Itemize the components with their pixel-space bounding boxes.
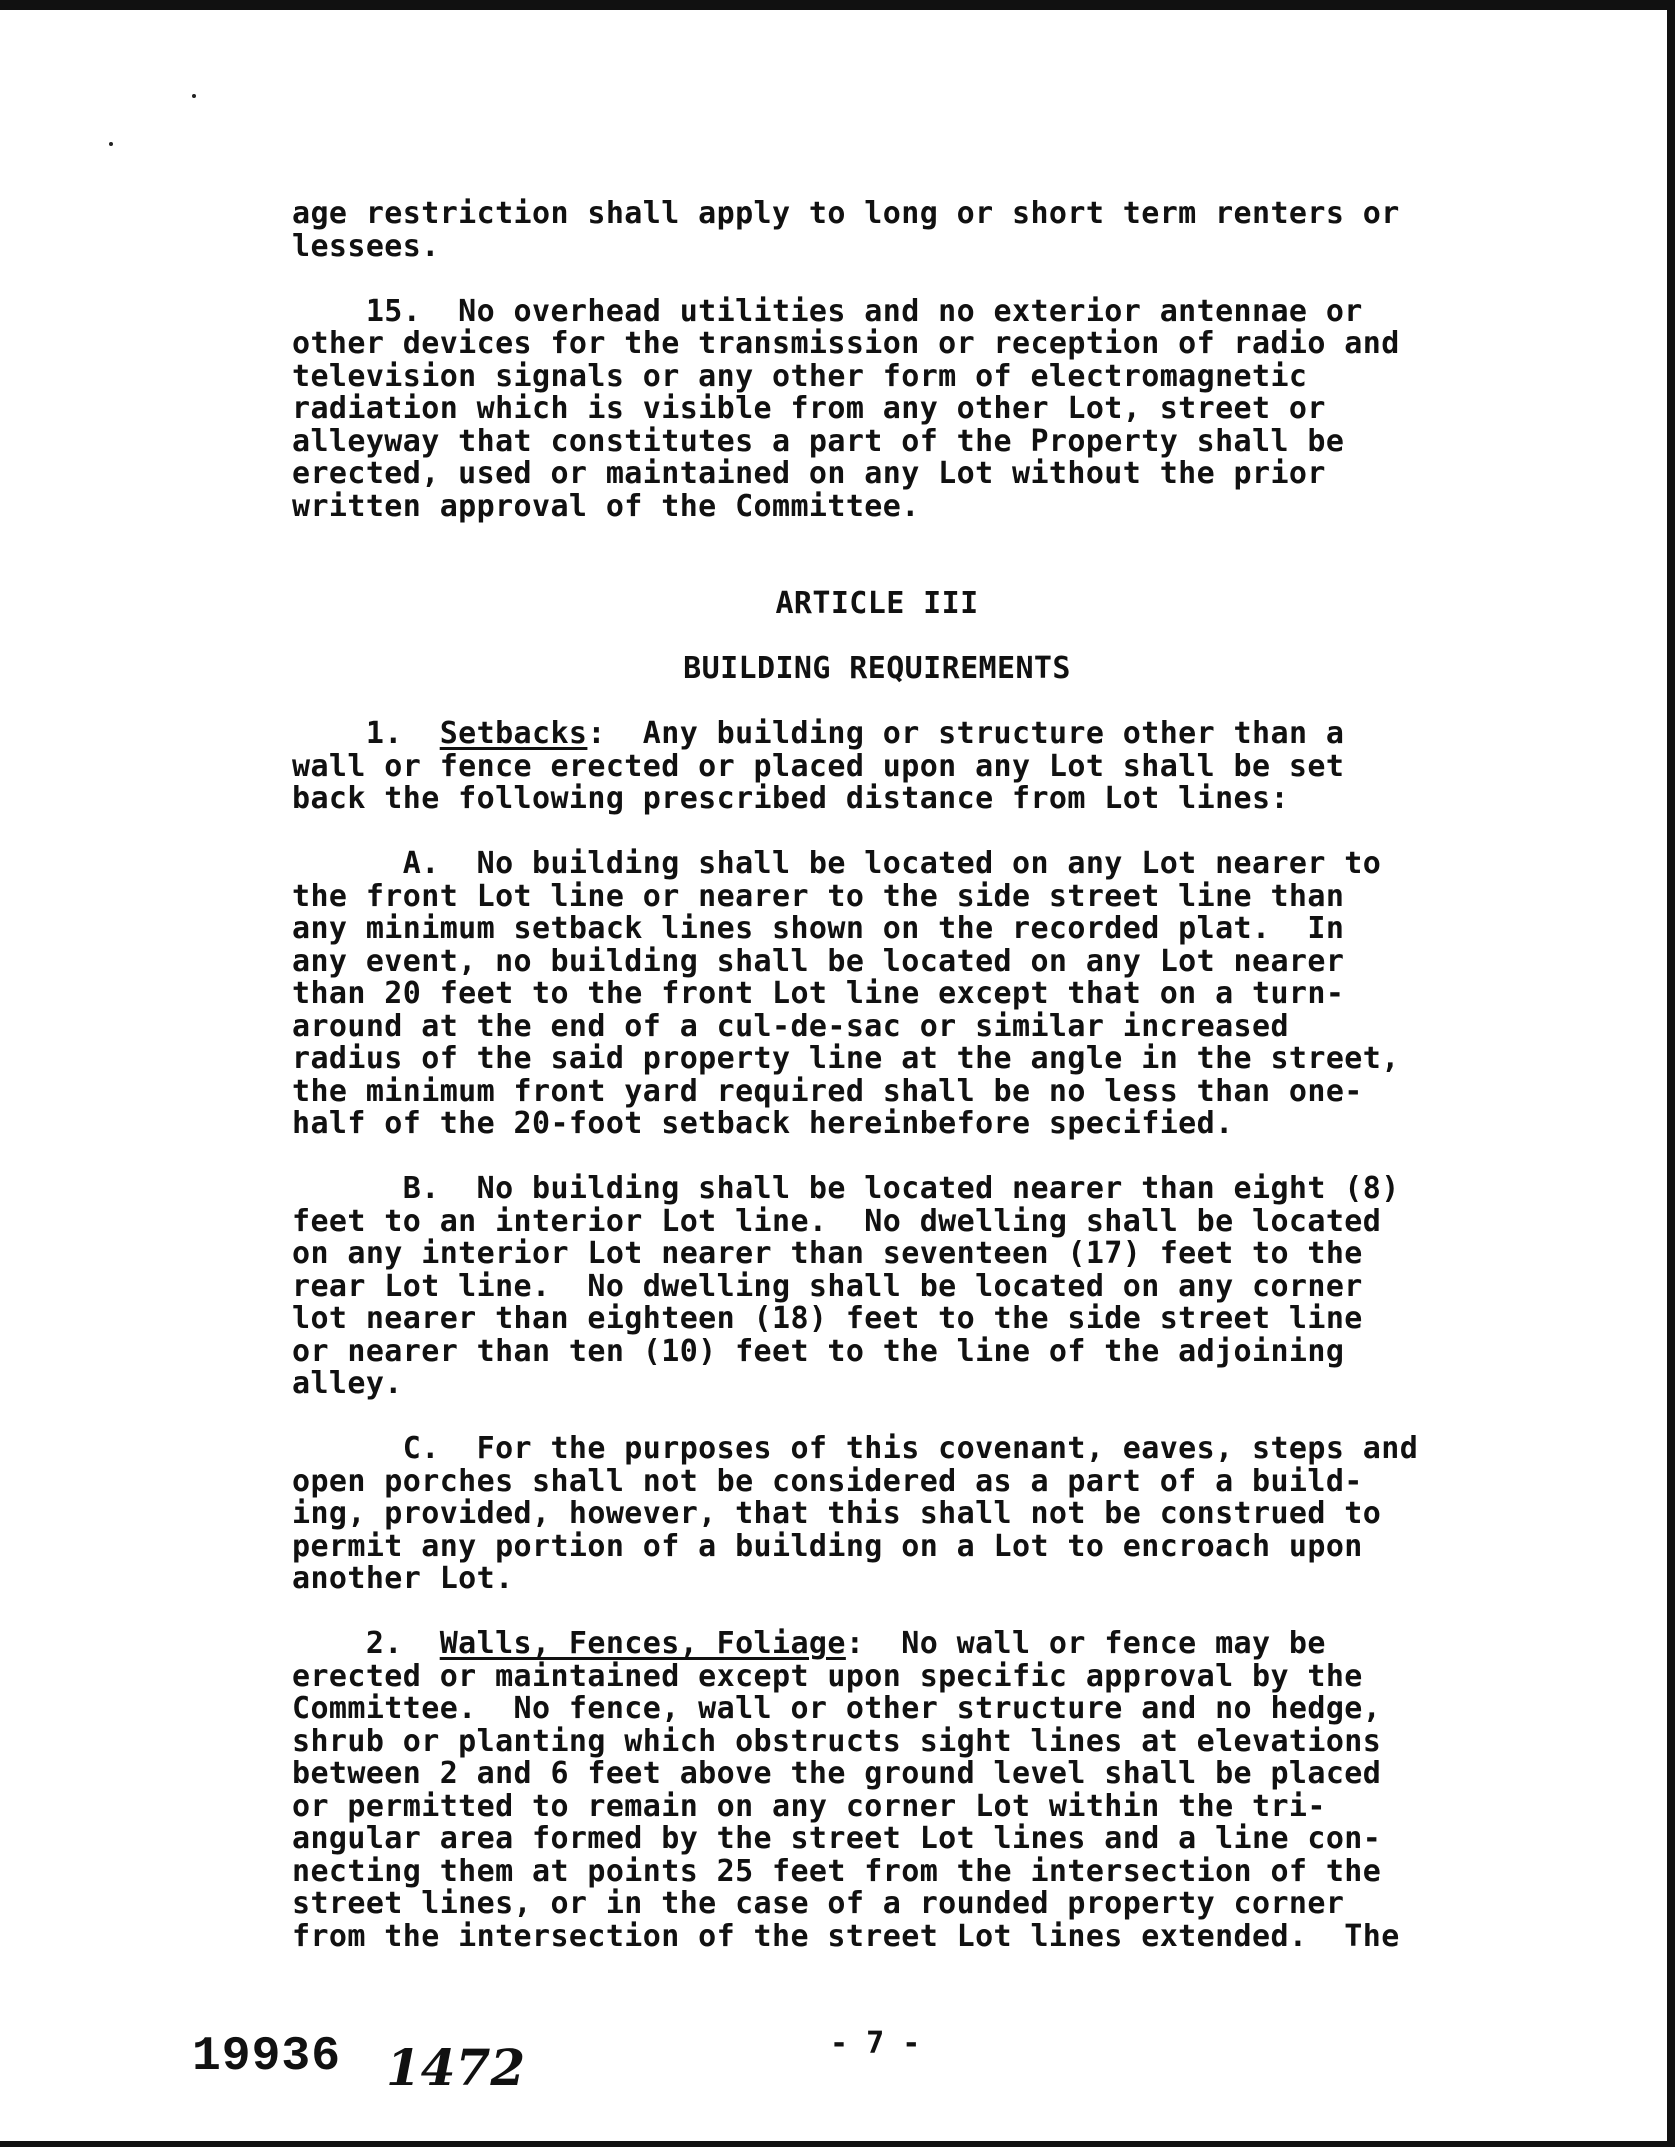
text-line: C. For the purposes of this covenant, eaves, steps and [292, 1431, 1419, 1466]
text-line: A. No building shall be located on any Lot nearer to [292, 846, 1382, 881]
page-number: - 7 - [830, 2026, 921, 2061]
handwritten-page-number: 1472 [386, 2038, 526, 2097]
text-line: the minimum front yard required shall be no less than one- [292, 1073, 1363, 1109]
text-line: rear Lot line. No dwelling shall be located on any corner [292, 1268, 1363, 1304]
article-heading: ARTICLE III [775, 586, 979, 621]
text-line: or permitted to remain on any corner Lot within the tri- [292, 1788, 1326, 1824]
text-line: around at the end of a cul-de-sac or similar increased [292, 1008, 1289, 1044]
scan-speck [109, 142, 113, 146]
line-rest: : Any building or structure other than a [587, 716, 1345, 751]
text-line: back the following prescribed distance from Lot lines: [292, 781, 1289, 816]
scan-speck [192, 94, 196, 98]
text-line: another Lot. [292, 1561, 514, 1596]
text-line: street lines, or in the case of a rounded property corner [292, 1886, 1345, 1921]
text-line: half of the 20-foot setback hereinbefore specified. [292, 1106, 1234, 1141]
text-line: erected, used or maintained on any Lot without the prior [292, 456, 1326, 491]
text-line: any event, no building shall be located on any Lot nearer [292, 943, 1345, 979]
text-line: open porches shall not be considered as a part of a build- [292, 1463, 1363, 1499]
item-number: 1. [292, 716, 440, 751]
text-line: wall or fence erected or placed upon any Lot shall be set [292, 748, 1345, 784]
text-line: 15. No overhead utilities and no exterior antennae or [292, 293, 1363, 329]
line-rest: : No wall or fence may be [845, 1626, 1326, 1661]
document-body [292, 198, 1472, 1953]
paragraph-b [292, 1173, 1472, 1401]
text-line: other devices for the transmission or reception of radio and [292, 326, 1400, 361]
text-line [292, 1628, 1472, 1661]
text-line: age restriction shall apply to long or short term renters or [292, 196, 1400, 231]
walls-paragraph [292, 1628, 1472, 1953]
paragraph-c [292, 1433, 1472, 1596]
paragraph-a [292, 848, 1472, 1141]
text-line: radiation which is visible from any other Lot, street or [292, 391, 1326, 426]
walls-title: Walls, Fences, Foliage [439, 1626, 846, 1661]
text-line: shrub or planting which obstructs sight lines at elevations [292, 1723, 1382, 1759]
text-line: erected or maintained except upon specific approval by the [292, 1658, 1363, 1694]
section-heading: BUILDING REQUIREMENTS [683, 651, 1071, 686]
text-line: angular area formed by the street Lot lines and a line con- [292, 1821, 1382, 1856]
text-line: alleyway that constitutes a part of the Property shall be [292, 423, 1345, 459]
text-line: lessees. [292, 228, 440, 264]
setbacks-paragraph [292, 718, 1472, 816]
text-line: from the intersection of the street Lot lines extended. The [292, 1918, 1400, 1954]
text-line [292, 718, 1472, 751]
text-line: any minimum setback lines shown on the recorded plat. In [292, 911, 1345, 946]
text-line: between 2 and 6 feet above the ground level shall be placed [292, 1756, 1382, 1791]
text-line: the front Lot line or nearer to the side street line than [292, 878, 1345, 914]
text-line: ing, provided, however, that this shall not be construed to [292, 1496, 1382, 1531]
text-line: than 20 feet to the front Lot line except that on a turn- [292, 976, 1345, 1011]
text-line: permit any portion of a building on a Lot to encroach upon [292, 1528, 1363, 1564]
text-line: Committee. No fence, wall or other structure and no hedge, [292, 1691, 1382, 1726]
text-line: alley. [292, 1366, 403, 1401]
document-number-stamp: 19936 [192, 2030, 342, 2084]
intro-paragraph [292, 198, 1472, 263]
item-number: 2. [292, 1626, 440, 1661]
text-line: lot nearer than eighteen (18) feet to the side street line [292, 1301, 1363, 1336]
text-line: radius of the said property line at the angle in the street, [292, 1041, 1400, 1076]
paragraph-15 [292, 293, 1472, 524]
text-line: necting them at points 25 feet from the intersection of the [292, 1853, 1382, 1889]
text-line: television signals or any other form of electromagnetic [292, 358, 1308, 394]
setbacks-title: Setbacks [439, 716, 588, 751]
text-line: written approval of the Committee. [292, 488, 920, 524]
text-line: or nearer than ten (10) feet to the line of the adjoining [292, 1333, 1345, 1369]
text-line: B. No building shall be located nearer than eight (8) [292, 1171, 1400, 1206]
text-line: feet to an interior Lot line. No dwelling shall be located [292, 1203, 1382, 1239]
text-line: on any interior Lot nearer than seventeen (17) feet to the [292, 1236, 1363, 1271]
